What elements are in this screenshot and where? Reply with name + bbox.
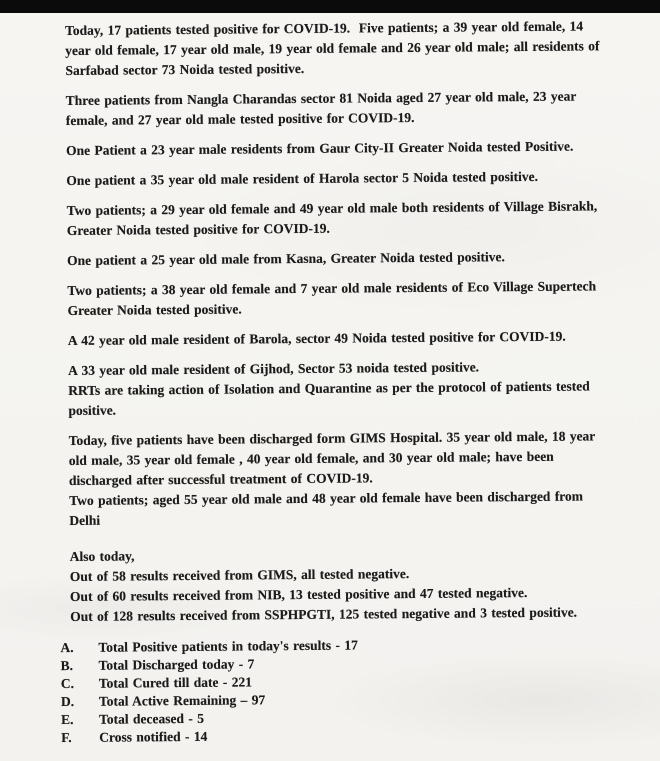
paragraph [67, 196, 627, 241]
paragraph-line: Out of 128 results received from SSPHPGTI, 125 tested negative and 3 tested positive. [70, 604, 578, 624]
list-item-letter: B. [60, 657, 74, 674]
scan-top-black-bar [0, 0, 660, 13]
paragraph-line: One patient a 35 year old male resident of Harola sector 5 Noida tested positive. [66, 168, 539, 188]
paragraph-line: Also today, [69, 548, 135, 564]
paragraph-line: A 33 year old male resident of Gijhod, Sector 53 noida tested positive. [67, 359, 480, 378]
paragraph-line: Out of 58 results received from GIMS, all tested negative. [69, 566, 410, 584]
list-item-text: Total Positive patients in today's results - 17 [98, 637, 358, 655]
paragraph [66, 86, 626, 131]
paragraph-line: discharged after successful treatment of COVID-19. [68, 470, 373, 488]
paragraph-line: Out of 60 results received from NIB, 13 tested positive and 47 tested negative. [69, 584, 528, 604]
paragraph-line: Two patients; aged 55 year old male and 48 year old female have been discharged from [69, 488, 584, 508]
list-item-text: Total Discharged today - 7 [98, 656, 255, 673]
paragraph [68, 326, 628, 351]
paragraph-line: One patient a 25 year old male from Kasna, Greater Noida tested positive. [67, 249, 505, 268]
paragraph [67, 276, 627, 321]
list-item-letter: F. [61, 729, 72, 746]
paragraph-line: Two patients; a 38 year old female and 7 year old male residents of Eco Village Supertech [67, 278, 597, 298]
list-item-letter: C. [60, 675, 74, 692]
list-item-letter: A. [60, 639, 74, 656]
paragraph [68, 356, 629, 421]
paragraph-line: year old female, 17 year old male, 19 year old female and 26 year old male; all residents of [65, 38, 600, 58]
list-item-text: Total Cured till date - 221 [98, 674, 252, 691]
paragraph [65, 16, 626, 81]
paragraph-line: Today, 17 patients tested positive for COVID-19. Five patients; a 39 year old female, 14 [65, 18, 584, 38]
paragraph-line: female, and 27 year old male tested positive for COVID-19. [65, 109, 415, 128]
paragraph [69, 426, 630, 531]
summary-list [60, 634, 631, 747]
list-item [61, 724, 631, 747]
list-item-text: Cross notified - 14 [99, 728, 208, 745]
paragraph-line: positive. [68, 402, 117, 418]
list-item-text: Total Active Remaining – 97 [98, 692, 266, 709]
list-item-text: Total deceased - 5 [99, 710, 205, 727]
paragraph-line: Greater Noida tested positive. [67, 301, 242, 318]
paragraph-line: old male, 35 year old female , 40 year old female, and 30 year old male; have been [68, 448, 554, 468]
list-item-letter: E. [61, 711, 74, 728]
paragraph-line: One Patient a 23 year male residents from Gaur City-II Greater Noida tested Positive. [66, 138, 574, 158]
paragraph [70, 542, 631, 627]
list-item-letter: D. [60, 693, 75, 710]
paragraph-line: Sarfabad sector 73 Noida tested positive. [65, 60, 305, 78]
paragraph-line: Greater Noida tested positive for COVID-19. [66, 220, 330, 238]
paragraph-line: Three patients from Nangla Charandas sector 81 Noida aged 27 year old male, 23 year [65, 88, 577, 108]
paragraph [66, 166, 626, 191]
paragraph-line: Delhi [69, 512, 101, 528]
paragraph-line: Today, five patients have been discharged form GIMS Hospital. 35 year old male, 18 year [68, 428, 596, 448]
paragraph [66, 136, 626, 161]
paragraph-line: A 42 year old male resident of Barola, sector 49 Noida tested positive for COVID-19. [67, 328, 566, 348]
document-page [60, 16, 631, 747]
paragraph-line: Two patients; a 29 year old female and 49 year old male both residents of Village Bisrakh, [66, 198, 598, 218]
paragraph [67, 246, 627, 271]
paragraph-line: RRTs are taking action of Isolation and Quarantine as per the protocol of patients tested [68, 378, 590, 398]
